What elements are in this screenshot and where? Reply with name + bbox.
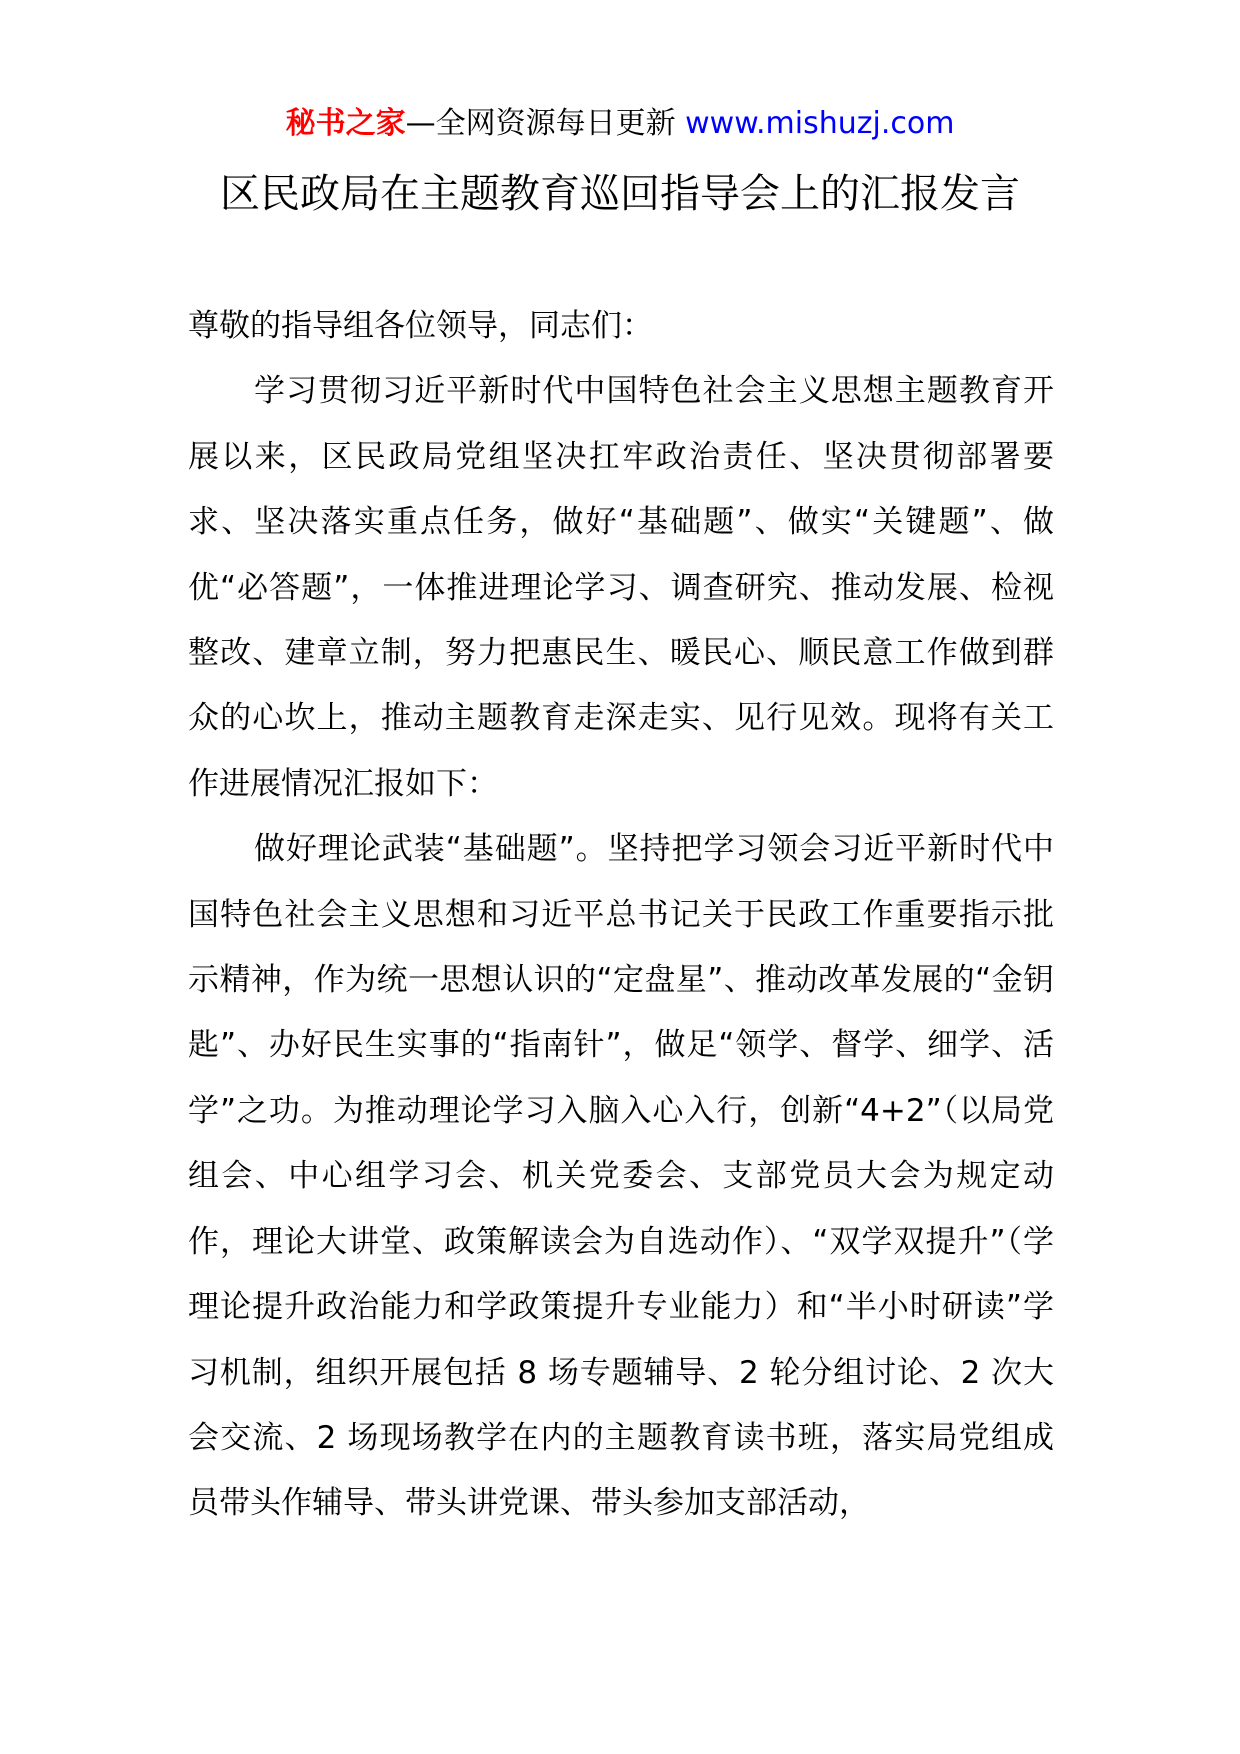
document-body [188,294,1054,1537]
body-paragraph: 做好理论武装“基础题”。坚持把学习领会习近平新时代中国特色社会主义思想和习近平总书记关于民政工作重要指示批示精神，作为统一思想认识的“定盘星”、推动改革发展的“金钥匙”、办好民生实事的“指南针”，做足“领学、督学、细学、活学”之功。为推动理论学习入脑入心入行，创新“4+2”（以局党组会、中心组学习会、机关党委会、支部党员大会为规定动作，理论大讲堂、政策解读会为自选动作）、“双学双提升”（学理论提升政治能力和学政策提升专业能力）和“半小时研读”学习机制，组织开展包括 8 场专题辅导、2 轮分组讨论、2 次大会交流、2 场现场教学在内的主题教育读书班，落实局党组成员带头作辅导、带头讲党课、带头参加支部活动， [188,831,1054,1522]
salutation: 尊敬的指导组各位领导，同志们： [188,308,653,344]
body-paragraph: 学习贯彻习近平新时代中国特色社会主义思想主题教育开展以来，区民政局党组坚决扛牢政治责任、坚决贯彻部署要求、坚决落实重点任务，做好“基础题”、做实“关键题”、做优“必答题”，一体推进理论学习、调查研究、推动发展、检视整改、建章立制，努力把惠民生、暖民心、顺民意工作做到群众的心坎上，推动主题教育走深走实、见行见效。现将有关工作进展情况汇报如下： [188,373,1054,802]
site-header [0,102,1240,146]
document-title: 区民政局在主题教育巡回指导会上的汇报发言 [220,171,1020,217]
header-slogan: —全网资源每日更新 [405,106,686,141]
brand-name: 秘书之家 [285,106,406,141]
site-url-link[interactable]: www.mishuzj.com [685,106,955,141]
